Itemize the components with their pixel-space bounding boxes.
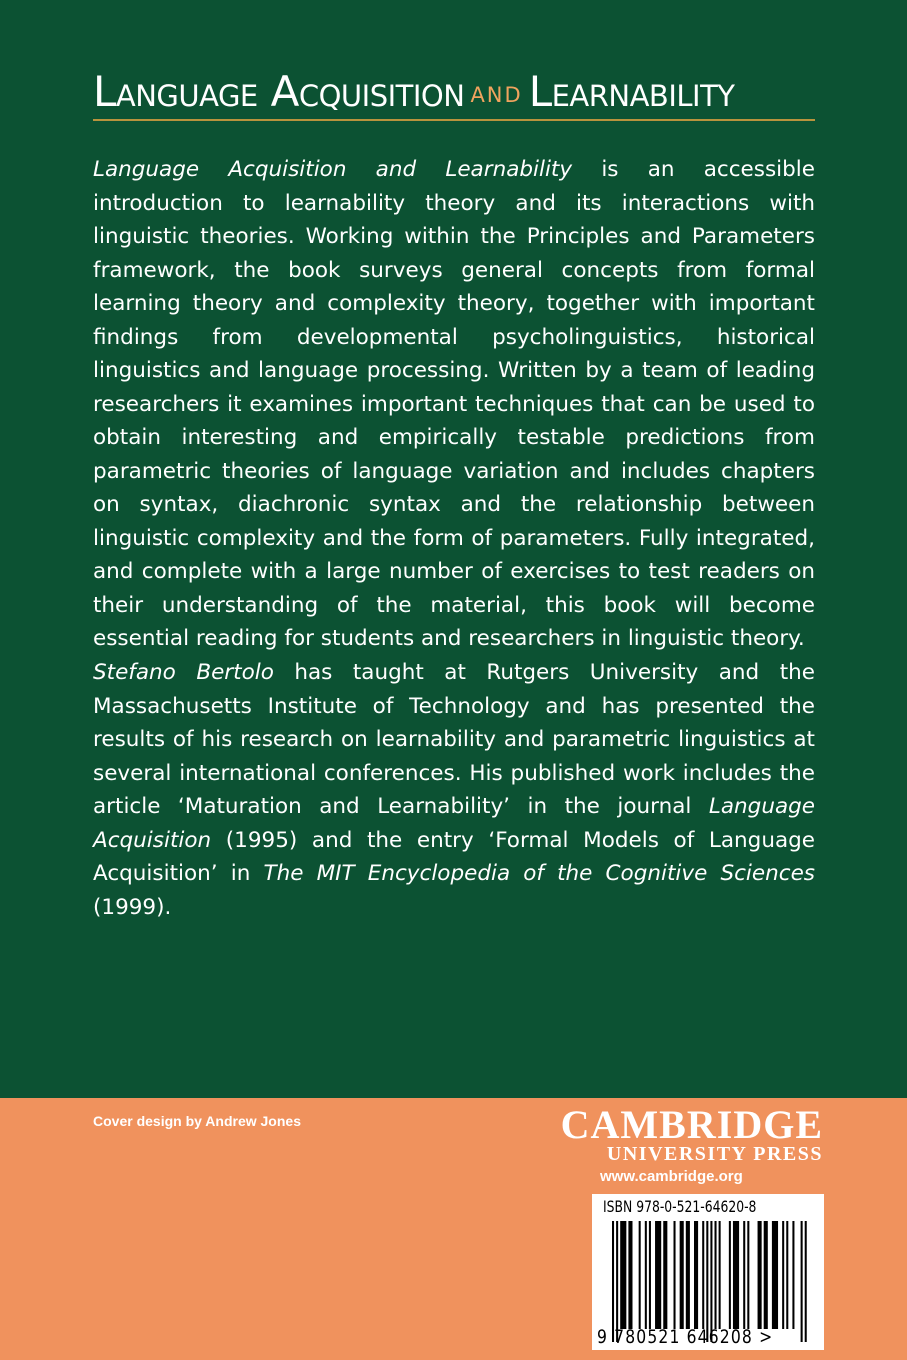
title-rule <box>93 119 815 121</box>
barcode-bar <box>733 1221 739 1329</box>
author-bio <box>93 656 815 924</box>
bio-text-3: (1999). <box>93 894 172 920</box>
publisher-url: www.cambridge.org <box>600 1168 743 1185</box>
cover-design-credit: Cover design by Andrew Jones <box>93 1113 301 1129</box>
journal-title: Language Acquisition <box>93 794 815 853</box>
barcode-bar <box>758 1221 762 1329</box>
barcode-bar <box>620 1221 626 1329</box>
publisher-name: CAMBRIDGE <box>560 1102 823 1147</box>
book-title <box>93 64 815 123</box>
bio-text-2: (1995) and the entry ‘Formal Models of Language Acquisition’ in <box>93 827 815 886</box>
barcode-bar <box>786 1221 788 1329</box>
publisher-subtitle: UNIVERSITY PRESS <box>606 1143 823 1165</box>
barcode-digits: 9 780521 646208 > <box>597 1326 774 1348</box>
barcode-bar <box>715 1221 717 1329</box>
barcode-bar <box>747 1221 749 1329</box>
barcode-bar <box>694 1221 698 1329</box>
barcode-box <box>592 1194 824 1350</box>
barcode-bar <box>686 1221 690 1329</box>
barcode-bar <box>663 1221 667 1329</box>
barcode-bar <box>772 1221 778 1329</box>
barcode-bar <box>743 1221 745 1329</box>
barcode-guard-bar <box>801 1221 803 1342</box>
barcode-bar <box>655 1221 661 1329</box>
barcode-bar <box>719 1221 721 1329</box>
book-description <box>93 153 815 656</box>
barcode-bar <box>702 1221 704 1329</box>
description-text: is an accessible introduction to learnability theory and its interactions with linguistic theories. Working within the Principles and Parameters framework, the book surveys general concepts from formal learning theory and complexity theory, together with important findings from developmental psycholinguistics, historical linguistics and language processing. Written by a team of leading researchers it examines important techniques that can be used to obtain interesting and empirically testable predictions from parametric theories of language variation and includes chapters on syntax, diachronic syntax and the relationship between linguistic complexity and the form of parameters. Fully integrated, and complete with a large number of exercises to test readers on their understanding of the material, this book will become essential reading for students and researchers in linguistic theory. <box>93 157 815 651</box>
barcode-guard-bar <box>612 1221 614 1342</box>
title-connector: AND <box>470 82 523 107</box>
barcode-guard-bar <box>805 1221 807 1342</box>
barcode-bar <box>649 1221 651 1329</box>
bio-text-1: has taught at Rutgers University and the Massachusetts Institute of Technology and has presented the results of his research on learnability and parametric linguistics at several international conferences. His published work includes the article ‘Maturation and Learnability’ in the journal <box>93 660 815 819</box>
orange-footer-panel <box>0 1098 907 1360</box>
encyclopedia-title: The MIT Encyclopedia of the Cognitive Sciences <box>263 861 815 886</box>
barcode-bar <box>782 1221 784 1329</box>
barcode-bar <box>792 1221 794 1329</box>
barcode-bar <box>680 1221 684 1329</box>
barcode-guard-bar <box>706 1221 708 1342</box>
barcode-guard-bar <box>616 1221 618 1342</box>
barcode-bar <box>674 1221 676 1329</box>
author-name: Stefano Bertolo <box>93 660 274 685</box>
barcode-guard-bar <box>710 1221 712 1342</box>
barcode-bar <box>764 1221 768 1329</box>
barcode-bar <box>645 1221 647 1329</box>
isbn-label: ISBN 978-0-521-64620-8 <box>603 1197 757 1216</box>
description-book-title: Language Acquisition and Learnability <box>93 157 573 182</box>
title-part-2: Learnability <box>528 67 735 116</box>
barcode-bar <box>628 1221 632 1329</box>
barcode-bar <box>729 1221 731 1329</box>
barcode-bar <box>639 1221 641 1329</box>
title-part-1: Language Acquisition <box>93 67 465 116</box>
